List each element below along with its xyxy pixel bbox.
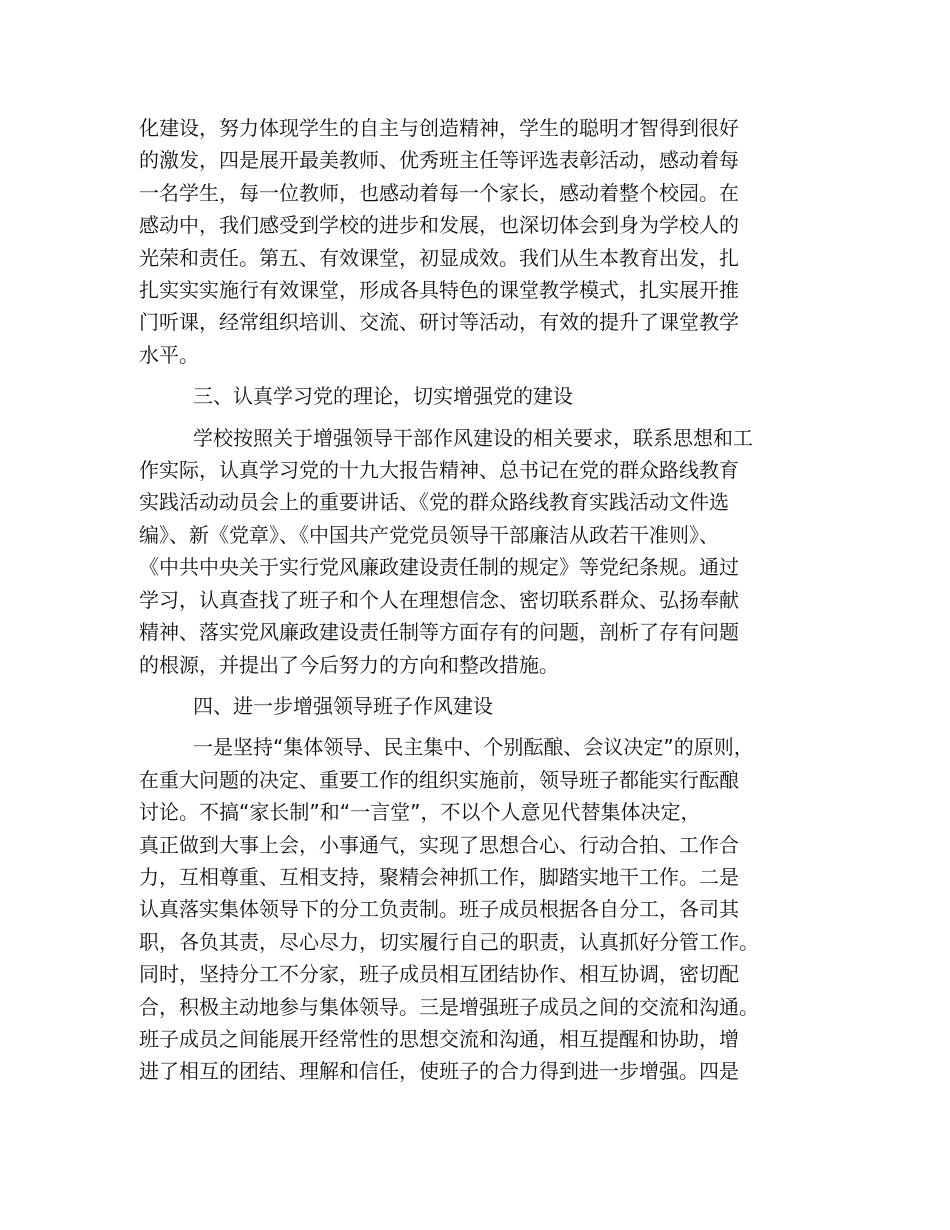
text-line: 化建设，努力体现学生的自主与创造精神，学生的聪明才智得到很好 xyxy=(139,116,739,140)
text-line: 进了相互的团结、理解和信任，使班子的合力得到进一步增强。四是 xyxy=(139,1059,739,1084)
paragraph-school-culture xyxy=(139,112,779,371)
text-line: 学习，认真查找了班子和个人在理想信念、密切联系群众、弘扬奉献 xyxy=(139,587,739,612)
text-line: 合，积极主动地参与集体领导。三是增强班子成员之间的交流和沟通。 xyxy=(139,994,759,1019)
text-line: 力，互相尊重、互相支持，聚精会神抓工作，脚踏实地干工作。二是 xyxy=(139,864,739,889)
text-line: 同时，坚持分工不分家，班子成员相互团结协作、相互协调，密切配 xyxy=(139,962,739,987)
text-line: 班子成员之间能展开经常性的思想交流和沟通，相互提醒和协助，增 xyxy=(139,1026,739,1051)
text-line: 精神、落实党风廉政建设责任制等方面存有的问题，剖析了存有问题 xyxy=(139,620,739,645)
paragraph-party-study xyxy=(139,422,779,681)
text-line: 一是坚持“集体领导、民主集中、个别酝酿、会议决定”的原则， xyxy=(193,735,754,760)
text-line: 门听课，经常组织培训、交流、研讨等活动，有效的提升了课堂教学 xyxy=(139,310,739,335)
section-heading-3: 三、认真学习党的理论，切实增强党的建设 xyxy=(193,384,573,409)
text-line: 在重大问题的决定、重要工作的组织实施前，领导班子都能实行酝酿 xyxy=(139,767,739,792)
text-line: 实践活动动员会上的重要讲话、《党的群众路线教育实践活动文件选 xyxy=(139,490,729,515)
text-line: 真正做到大事上会，小事通气，实现了思想合心、行动合拍、工作合 xyxy=(139,832,739,857)
text-line: 讨论。不搞“家长制”和“一言堂”，不以个人意见代替集体决定， xyxy=(139,800,701,825)
text-line: 水平。 xyxy=(139,342,199,367)
text-line: 的根源，并提出了今后努力的方向和整改措施。 xyxy=(139,652,559,677)
text-line: 的激发，四是展开最美教师、优秀班主任等评选表彰活动，感动着每 xyxy=(139,148,739,173)
document-body xyxy=(139,112,779,1088)
text-line: 一名学生，每一位教师，也感动着每一个家长，感动着整个校园。在 xyxy=(139,180,739,205)
section-heading-4: 四、进一步增强领导班子作风建设 xyxy=(193,693,493,718)
text-line: 作实际，认真学习党的十九大报告精神、总书记在党的群众路线教育 xyxy=(139,458,739,483)
text-line: 扎实实实施行有效课堂，形成各具特色的课堂教学模式，扎实展开推 xyxy=(139,278,739,303)
text-line: 认真落实集体领导下的分工负责制。班子成员根据各自分工，各司其 xyxy=(139,897,739,922)
paragraph-leadership-style xyxy=(139,731,779,1087)
text-line: 职，各负其责，尽心尽力，切实履行自己的职责，认真抓好分管工作。 xyxy=(139,929,759,954)
text-line: 编》、新《党章》、《中国共产党党员领导干部廉洁从政若干准则》、 xyxy=(139,522,719,547)
text-line: 学校按照关于增强领导干部作风建设的相关要求，联系思想和工 xyxy=(193,425,753,450)
text-line: 《中共中央关于实行党风廉政建设责任制的规定》等党纪条规。通过 xyxy=(139,555,739,580)
text-line: 光荣和责任。第五、有效课堂，初显成效。我们从生本教育出发，扎 xyxy=(139,245,739,270)
text-line: 感动中，我们感受到学校的进步和发展，也深切体会到身为学校人的 xyxy=(139,213,739,238)
